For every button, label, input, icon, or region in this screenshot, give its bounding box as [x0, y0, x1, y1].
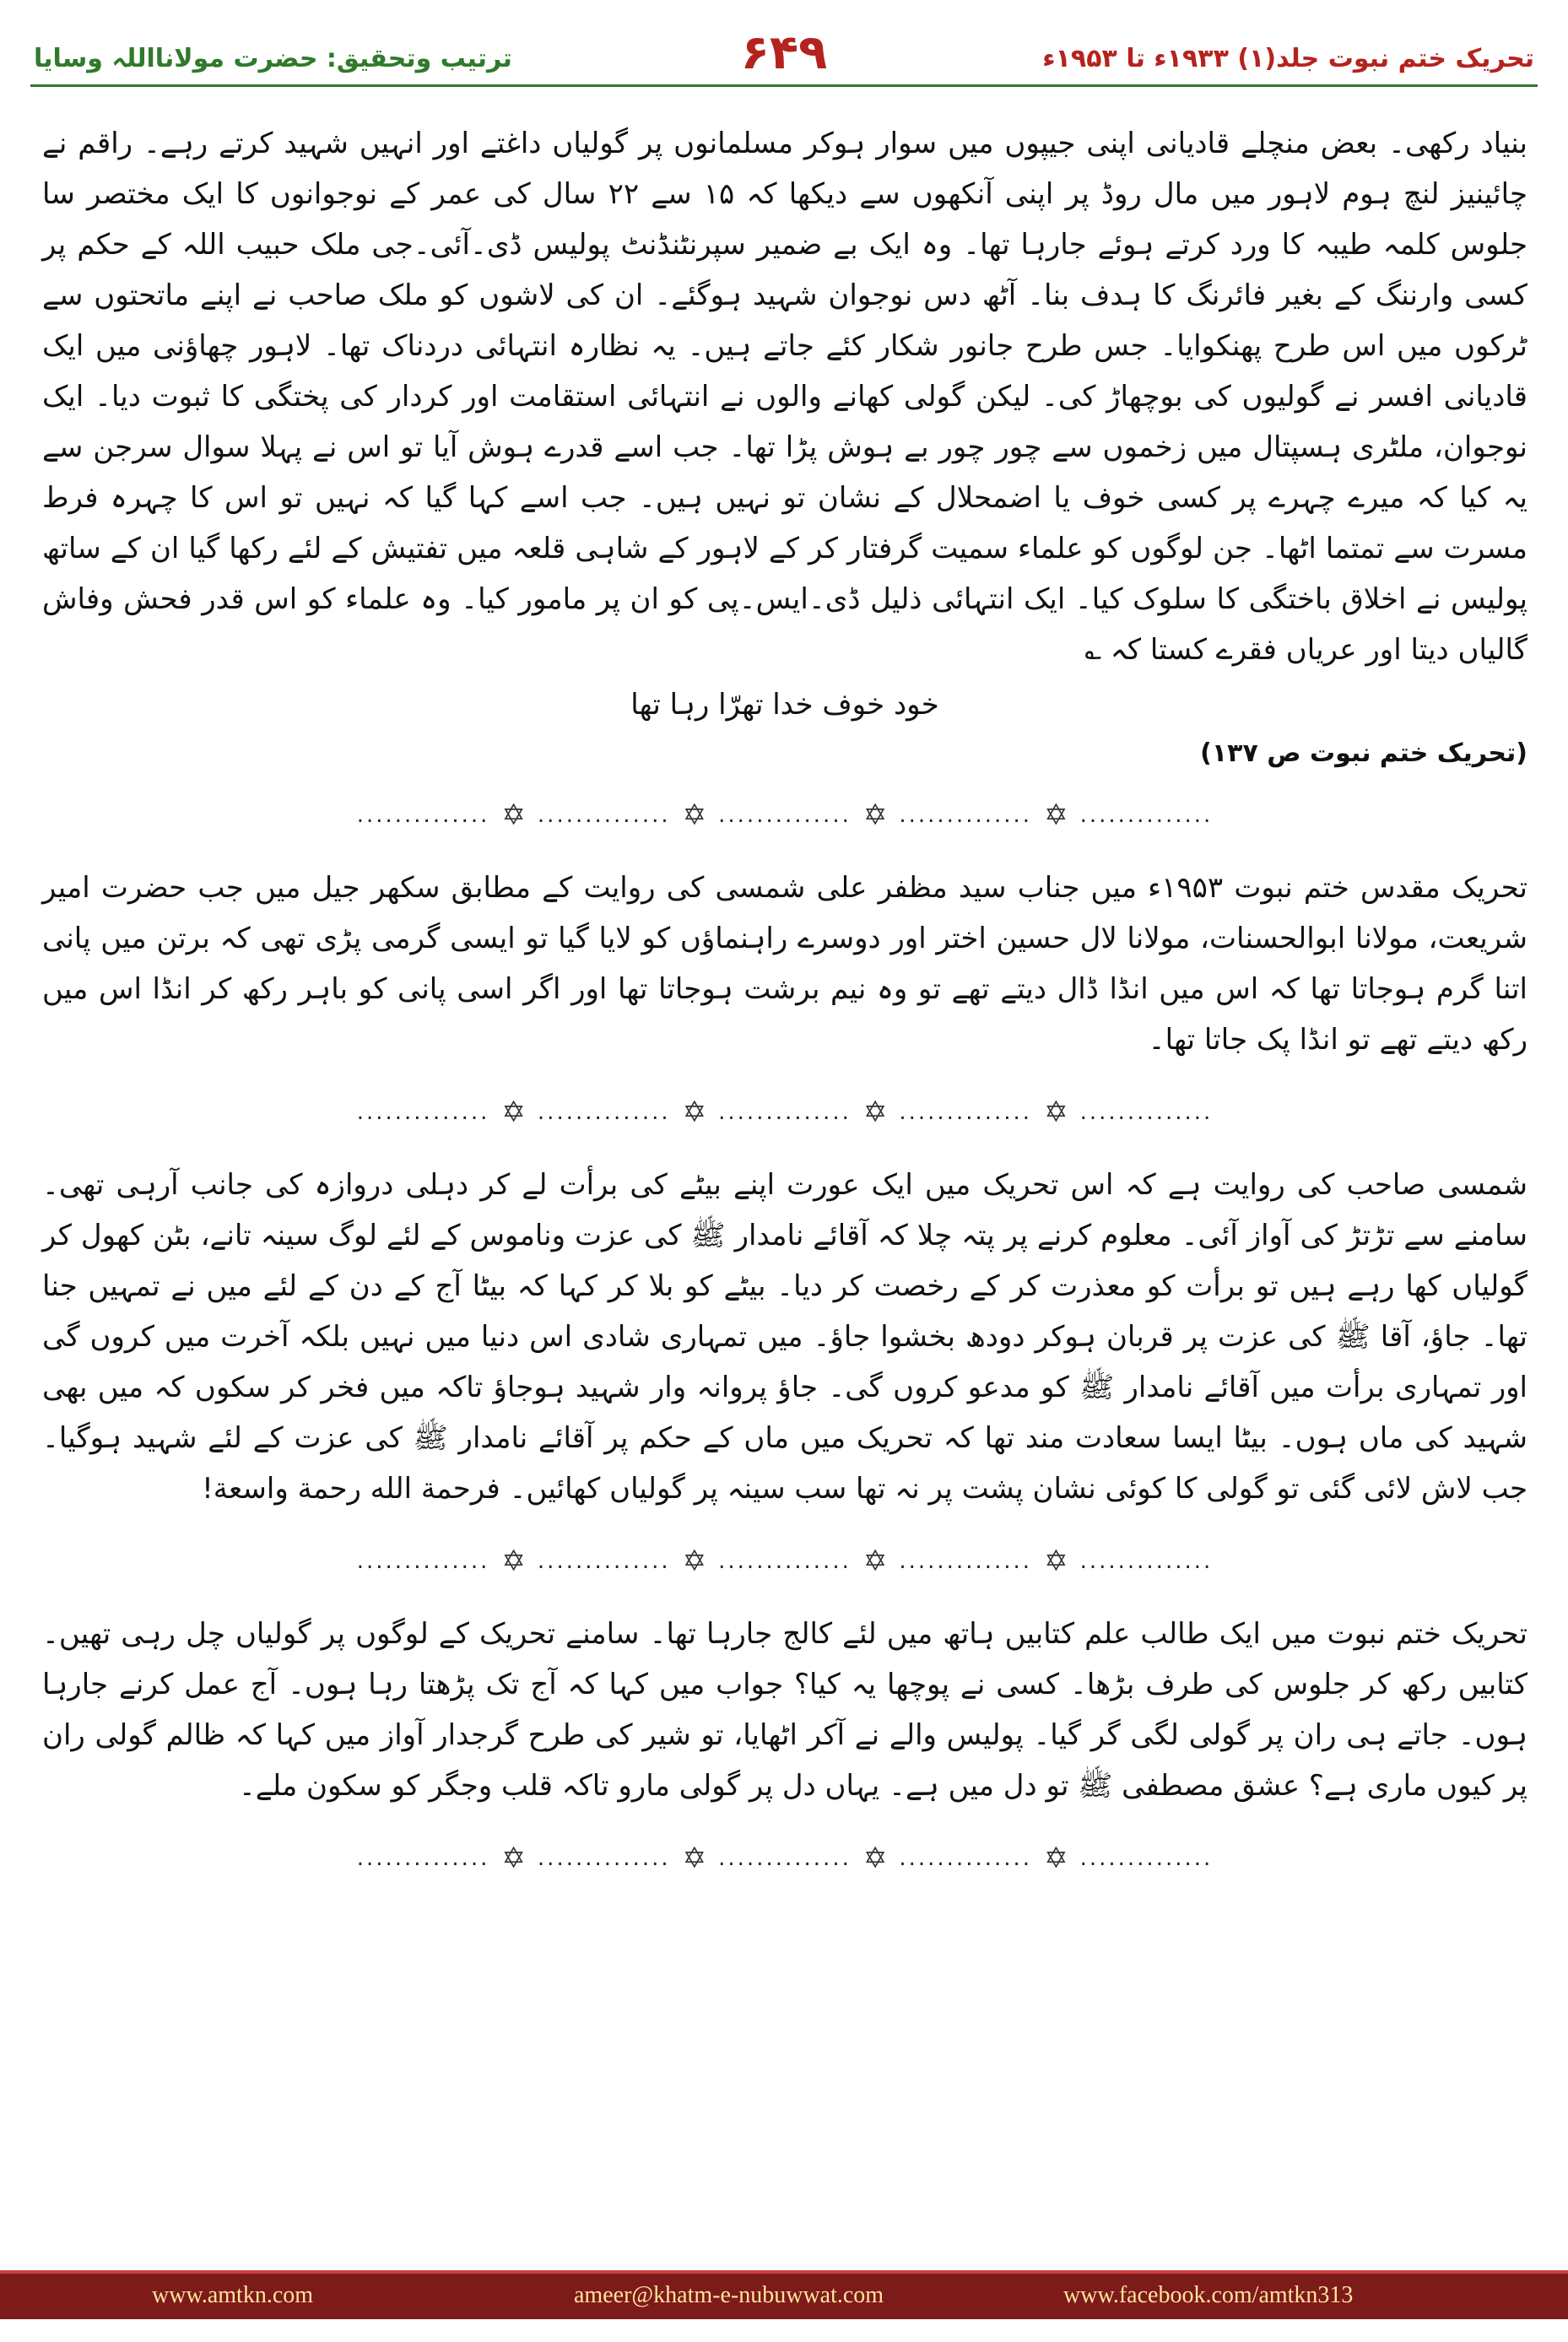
- section-3-paragraph: شمسی صاحب کی روایت ہے کہ اس تحریک میں ایک عورت اپنے بیٹے کی برأت لے کر دہلی دروازہ کی جانب آرہی تھی۔ سامنے سے تڑتڑ کی آواز آئی۔ معلوم کرنے پر پتہ چلا کہ آقائے نامدار ﷺ کی عزت وناموس کے لئے لوگ سینہ تانے، بٹن کھول کر گولیاں کھا رہے ہیں تو برأت کو معذرت کر کے رخصت کر دیا۔ بیٹے کو بلا کر کہا کہ بیٹا آج کے دن کے لئے میں نے تمہیں جنا تھا۔ جاؤ، آقا ﷺ کی عزت پر قربان ہوکر دودھ بخشوا جاؤ۔ میں تمہاری شادی اس دنیا میں نہیں بلکہ آخرت میں کروں گی اور تمہاری برأت میں آقائے نامدار ﷺ کو مدعو کروں گی۔ جاؤ پروانہ وار شہید ہوجاؤ تاکہ میں فخر کر سکوں کہ میں بھی شہید کی ماں ہوں۔ بیٹا ایسا سعادت مند تھا کہ تحریک میں ماں کے حکم پر آقائے نامدار ﷺ کی عزت کے لئے شہید ہوگیا۔ جب لاش لائی گئی تو گولی کا کوئی نشان پشت پر نہ تھا سب سینہ پر گولیاں کھائیں۔ فرحمة الله رحمة واسعة!: [42, 1168, 1527, 1506]
- footer-email-link[interactable]: ameer@khatm-e-nubuwwat.com: [574, 2282, 884, 2308]
- footer-website-link[interactable]: www.amtkn.com: [152, 2282, 314, 2308]
- star-icon: ✡: [1044, 1544, 1068, 1578]
- section-1-paragraph: بنیاد رکھی۔ بعض منچلے قادیانی اپنی جیپوں میں سوار ہوکر مسلمانوں پر گولیاں داغتے اور انہیں شہید کرتے رہے۔ راقم نے چائینیز لنچ ہوم لاہور میں مال روڈ پر اپنی آنکھوں سے دیکھا کہ ۱۵ سے ۲۲ سال کی عمر کے نوجوانوں کا ایک مختصر سا جلوس کلمہ طیبہ کا ورد کرتے ہوئے جارہا تھا۔ وہ ایک بے ضمیر سپرنٹنڈنٹ پولیس ڈی۔آئی۔جی ملک حبیب اللہ کے حکم پر کسی وارننگ کے بغیر فائرنگ کا ہدف بنا۔ آٹھ دس نوجوان شہید ہوگئے۔ ان کی لاشوں کو ملک صاحب نے اپنے ماتحتوں سے ٹرکوں میں اس طرح پھنکوایا۔ جس طرح جانور شکار کئے جاتے ہیں۔ یہ نظارہ انتہائی دردناک تھا۔ لاہور چھاؤنی میں ایک قادیانی افسر نے گولیوں کی بوچھاڑ کی۔ لیکن گولی کھانے والوں نے انتہائی استقامت اور کردار کی پختگی کا ثبوت دیا۔ ایک نوجوان، ملٹری ہسپتال میں زخموں سے چور چور بے ہوش پڑا تھا۔ جب اسے قدرے ہوش آیا تو اس نے پہلا سوال سرجن سے یہ کیا کہ میرے چہرے پر کسی خوف یا اضمحلال کے نشان تو نہیں ہیں۔ جب اسے کہا گیا کہ نہیں تو اس کا چہرہ فرط مسرت سے تمتما اٹھا۔ جن لوگوں کو علماء سمیت گرفتار کر کے لاہور کے شاہی قلعہ میں تفتیش کے لئے رکھا گیا ان کے ساتھ پولیس نے اخلاق باختگی کا سلوک کیا۔ ایک انتہائی ذلیل ڈی۔ایس۔پی کو ان پر مامور کیا۔ وہ علماء کو اس قدر فحش وفاش گالیاں دیتا اور عریاں فقرے کستا کہ ؎: [42, 127, 1528, 667]
- section-2-paragraph: تحریک مقدس ختم نبوت ۱۹۵۳ء میں جناب سید مظفر علی شمسی کی روایت کے مطابق سکھر جیل میں جب حضرت امیر شریعت، مولانا ابوالحسنات، مولانا لال حسین اختر اور دوسرے راہنماؤں کو لایا گیا تو ایسی گرمی پڑی تھی کہ برتن میں پانی اتنا گرم ہوجاتا تھا کہ اس میں انڈا ڈال دیتے تھے تو وہ نیم برشت ہوجاتا تھا اور اگر اسی پانی کو باہر رکھ کر انڈا اس میں رکھ دیتے تھے تو انڈا پک جاتا تھا۔: [42, 871, 1528, 1057]
- star-icon: ✡: [501, 1842, 526, 1875]
- star-icon: ✡: [682, 1544, 707, 1578]
- star-icon: ✡: [862, 1095, 888, 1129]
- section-separator: .............. ✡ .............. ✡ .............. ✡ .............. ✡ ..............: [356, 1842, 1214, 1875]
- header-book-title: تحریک ختم نبوت جلد(۱) ۱۹۳۳ء تا ۱۹۵۳ء: [1042, 44, 1534, 73]
- page-footer: [0, 2270, 1568, 2319]
- header-compiler-credit: ترتیب وتحقیق: حضرت مولانااللہ وسایا: [34, 44, 512, 73]
- citation: (تحریک ختم نبوت ص ۱۳۷): [1200, 738, 1527, 768]
- footer-facebook-link[interactable]: www.facebook.com/amtkn313: [1063, 2282, 1354, 2308]
- star-icon: ✡: [682, 1095, 707, 1129]
- star-icon: ✡: [682, 1842, 707, 1875]
- star-icon: ✡: [862, 1544, 888, 1578]
- star-icon: ✡: [1044, 798, 1068, 832]
- star-icon: ✡: [501, 1544, 526, 1578]
- page-header: [0, 0, 1568, 84]
- star-icon: ✡: [501, 1095, 526, 1129]
- star-icon: ✡: [862, 798, 888, 832]
- star-icon: ✡: [501, 798, 526, 832]
- section-separator: .............. ✡ .............. ✡ .............. ✡ .............. ✡ ..............: [356, 1095, 1214, 1129]
- section-separator: .............. ✡ .............. ✡ .............. ✡ .............. ✡ ..............: [356, 1544, 1214, 1578]
- page-number: ۶۴۹: [740, 25, 828, 80]
- star-icon: ✡: [1044, 1842, 1068, 1875]
- star-icon: ✡: [1044, 1095, 1068, 1129]
- verse-line: خود خوف خدا تھرّا رہا تھا: [630, 688, 939, 722]
- section-separator: .............. ✡ .............. ✡ .............. ✡ .............. ✡ ..............: [356, 798, 1214, 832]
- star-icon: ✡: [862, 1842, 888, 1875]
- page-body: [42, 118, 1527, 1906]
- header-divider: [30, 84, 1538, 87]
- section-4-paragraph: تحریک ختم نبوت میں ایک طالب علم کتابیں ہاتھ میں لئے کالج جارہا تھا۔ سامنے تحریک کے لوگوں پر گولیاں چل رہی تھیں۔ کتابیں رکھ کر جلوس کی طرف بڑھا۔ کسی نے پوچھا یہ کیا؟ جواب میں کہا کہ آج تک پڑھتا رہا ہوں۔ آج عمل کرنے جارہا ہوں۔ جاتے ہی ران پر گولی لگی گر گیا۔ پولیس والے نے آکر اٹھایا، تو شیر کی طرح گرجدار آواز میں کہا کہ ظالم گولی ران پر کیوں ماری ہے؟ عشق مصطفی ﷺ تو دل میں ہے۔ یہاں دل پر گولی مارو تاکہ قلب وجگر کو سکون ملے۔: [42, 1617, 1527, 1803]
- star-icon: ✡: [682, 798, 707, 832]
